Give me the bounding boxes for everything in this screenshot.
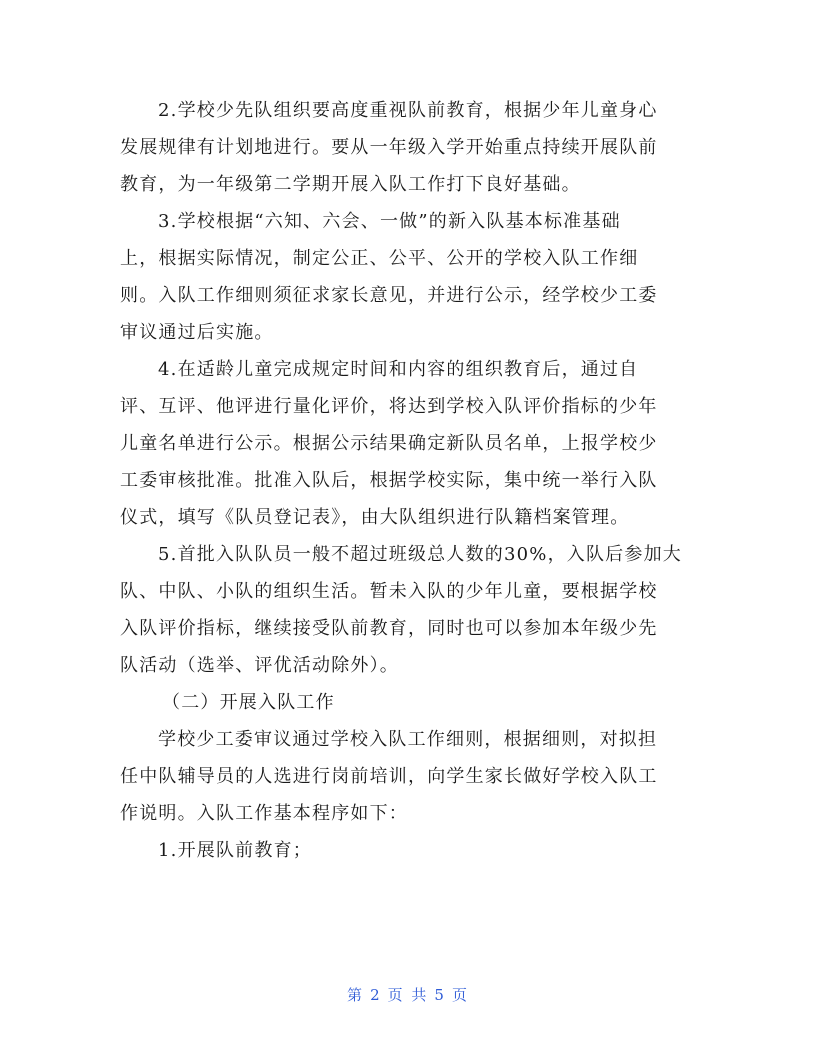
footer-prefix: 第: [347, 986, 365, 1004]
paragraph-item-5: [120, 536, 700, 684]
paragraph-step-1: [120, 832, 700, 869]
text-line: 3.学校根据“六知、六会、一做”的新入队基本标准基础: [158, 211, 621, 232]
paragraph-procedure-intro: [120, 721, 700, 832]
text-line: 则。入队工作细则须征求家长意见，并进行公示，经学校少工委: [120, 285, 658, 306]
text-line: 教育，为一年级第二学期开展入队工作打下良好基础。: [120, 174, 581, 195]
text-line: 儿童名单进行公示。根据公示结果确定新队员名单，上报学校少: [120, 433, 658, 454]
footer-current-page: 2: [370, 986, 382, 1004]
paragraph-item-2: [120, 92, 700, 203]
text-line: 5.首批入队队员一般不超过班级总人数的30%，入队后参加大: [158, 544, 682, 565]
text-line: 学校少工委审议通过学校入队工作细则，根据细则，对拟担: [158, 729, 658, 750]
document-body: [120, 92, 700, 869]
text-line: 评、互评、他评进行量化评价，将达到学校入队评价指标的少年: [120, 396, 658, 417]
footer-total-pages: 5: [434, 986, 446, 1004]
text-line: 入队评价指标，继续接受队前教育，同时也可以参加本年级少先: [120, 618, 658, 639]
text-line: 审议通过后实施。: [120, 322, 274, 343]
footer-suffix: 页: [451, 986, 469, 1004]
text-line: 上，根据实际情况，制定公正、公平、公开的学校入队工作细: [120, 248, 639, 269]
text-line: 任中队辅导员的人选进行岗前培训，向学生家长做好学校入队工: [120, 766, 658, 787]
text-line: 作说明。入队工作基本程序如下：: [120, 803, 408, 824]
section-heading: [120, 684, 700, 721]
footer-middle: 页 共: [387, 986, 429, 1004]
text-line: 队活动（选举、评优活动除外）。: [120, 655, 399, 676]
text-line: 仪式，填写《队员登记表》，由大队组织进行队籍档案管理。: [120, 507, 630, 528]
paragraph-item-3: [120, 203, 700, 351]
paragraph-item-4: [120, 351, 700, 536]
text-line: 队、中队、小队的组织生活。暂未入队的少年儿童，要根据学校: [120, 581, 658, 602]
text-line: 工委审核批准。批准入队后，根据学校实际，集中统一举行入队: [120, 470, 658, 491]
text-line: 2.学校少先队组织要高度重视队前教育，根据少年儿童身心: [158, 100, 658, 121]
text-line: 1.开展队前教育；: [158, 840, 312, 861]
text-line: 4.在适龄儿童完成规定时间和内容的组织教育后，通过自: [158, 359, 639, 380]
text-line: 发展规律有计划地进行。要从一年级入学开始重点持续开展队前: [120, 137, 658, 158]
page-number-footer: [0, 984, 816, 1005]
section-heading-text: （二）开展入队工作: [162, 692, 335, 713]
